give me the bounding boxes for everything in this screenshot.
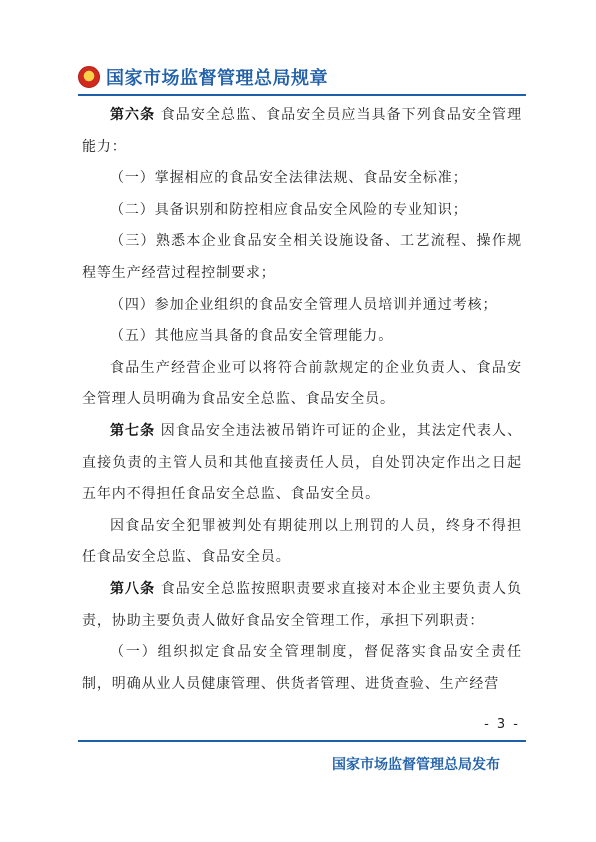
paragraph (82, 637, 522, 700)
paragraph-text: 因食品安全违法被吊销许可证的企业，其法定代表人、直接负责的主管人员和其他直接责任人员，自处罚决定作出之日起五年内不得担任食品安全总监、食品安全员。 (82, 422, 522, 503)
article-number: 第七条 (110, 422, 156, 439)
paragraph (82, 416, 522, 511)
national-emblem-icon (78, 66, 100, 88)
paragraph-text: （一）组织拟定食品安全管理制度，督促落实食品安全责任制，明确从业人员健康管理、供货者管理、进货查验、生产经营 (82, 644, 522, 692)
article-number: 第六条 (110, 107, 156, 123)
paragraph-text: 食品安全总监、食品安全员应当具备下列食品安全管理能力： (82, 107, 522, 155)
paragraph (82, 195, 522, 227)
paragraph (82, 353, 522, 416)
page-header (78, 62, 328, 92)
article-number: 第八条 (110, 580, 156, 597)
paragraph (82, 321, 522, 353)
paragraph (82, 163, 522, 195)
paragraph-text: （一）掌握相应的食品安全法律法规、食品安全标准； (110, 170, 468, 187)
publisher-label: 国家市场监督管理总局发布 (332, 757, 500, 773)
paragraph (82, 226, 522, 289)
paragraph-text: （三）熟悉本企业食品安全相关设施设备、工艺流程、操作规程等生产经营过程控制要求； (82, 233, 522, 281)
paragraph-text: （五）其他应当具备的食品安全管理能力。 (110, 328, 394, 345)
document-body (82, 100, 522, 700)
footer-divider (78, 740, 526, 742)
paragraph-text: （二）具备识别和防控相应食品安全风险的专业知识； (110, 201, 468, 218)
paragraph (82, 574, 522, 637)
paragraph (82, 511, 522, 574)
paragraph-text: 食品安全总监按照职责要求直接对本企业主要负责人负责，协助主要负责人做好食品安全管理工作，承担下列职责： (82, 580, 522, 629)
header-title: 国家市场监督管理总局规章 (106, 68, 328, 89)
paragraph-text: 食品生产经营企业可以将符合前款规定的企业负责人、食品安全管理人员明确为食品安全总监、食品安全员。 (82, 359, 522, 408)
paragraph-text: （四）参加企业组织的食品安全管理人员培训并通过考核； (110, 296, 498, 313)
page-number: - 3 - (484, 717, 520, 732)
header-divider (78, 94, 526, 96)
paragraph (82, 290, 522, 322)
paragraph (82, 100, 522, 163)
paragraph-text: 因食品安全犯罪被判处有期徒刑以上刑罚的人员，终身不得担任食品安全总监、食品安全员。 (82, 517, 522, 566)
